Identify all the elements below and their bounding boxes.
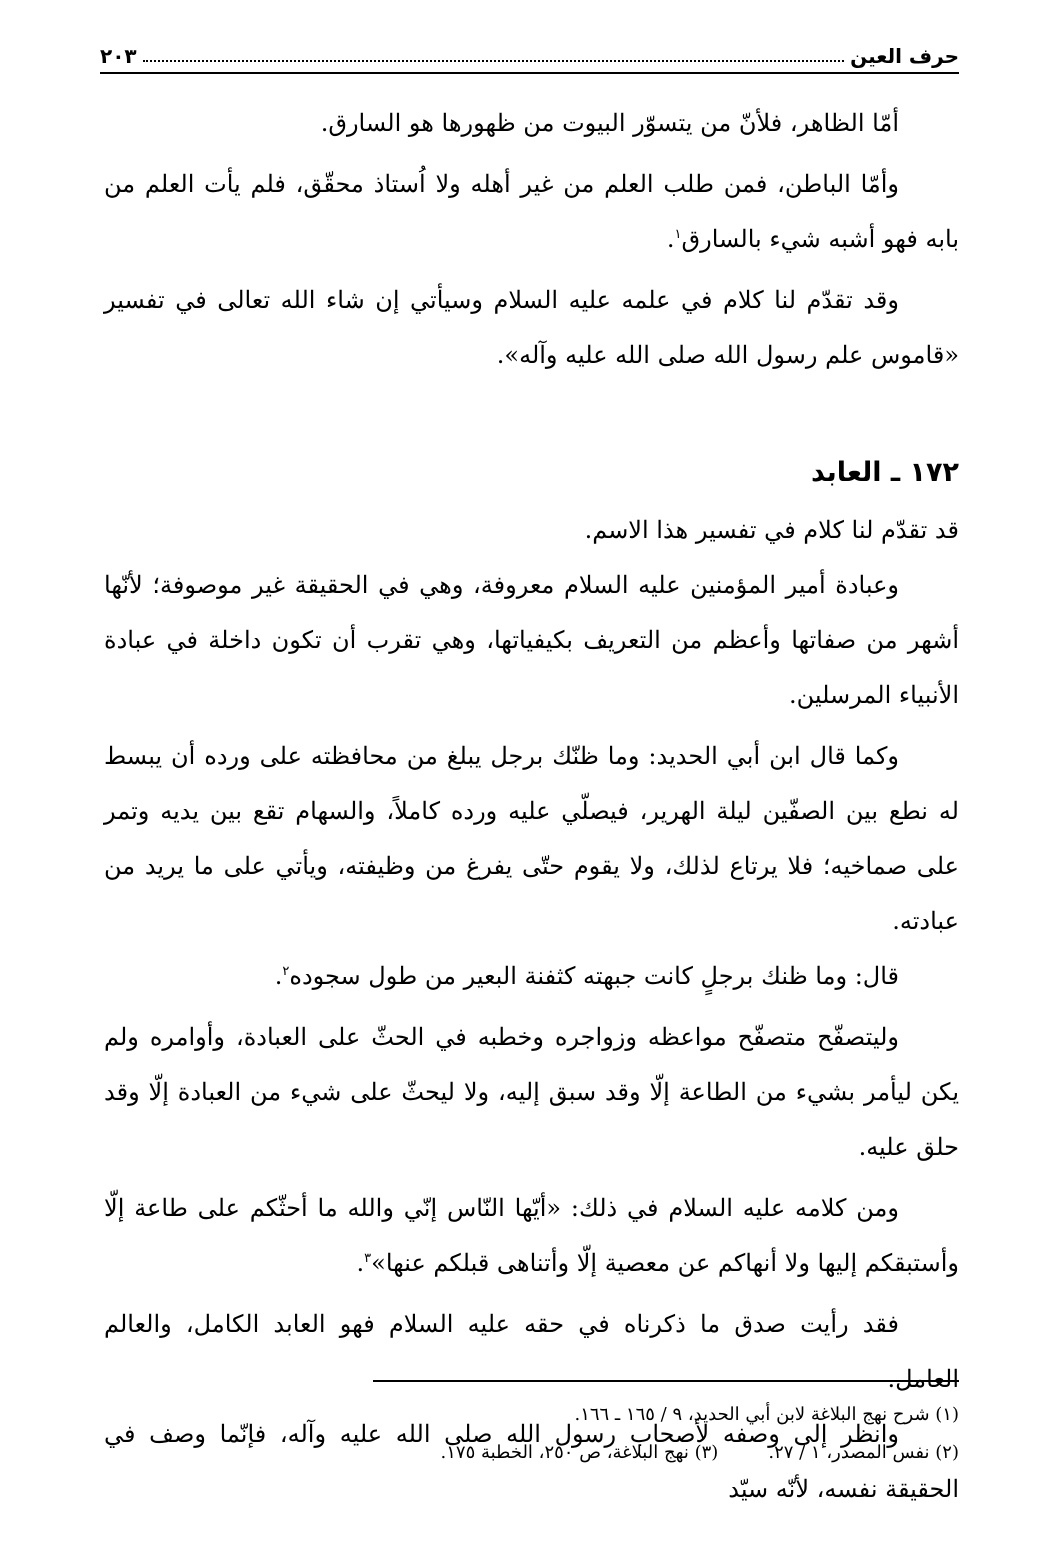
dotted-leader (143, 60, 845, 62)
paragraph: ومن كلامه عليه السلام في ذلك: «أيّها النّاس إنّي والله ما أحثّكم على طاعة إلّا وأستبقكم إليها ولا أنهاكم عن معصية إلّا وأتناهى قبلكم عنها»$^٣$. (104, 1194, 959, 1277)
footnote-row (104, 1434, 959, 1472)
page-number: ٢٠٣ (100, 44, 137, 68)
paragraph: وليتصفّح متصفّح مواعظه وزواجره وخطبه في الحثّ على العبادة، وأوامره ولم يكن ليأمر بشيء من الطاعة إلّا وقد سبق إليه، ولا ليحثّ على شيء من العبادة إلّا وقد حلق عليه. (104, 1023, 959, 1161)
paragraph: وكما قال ابن أبي الحديد: وما ظنّك برجل يبلغ من محافظته على ورده أن يبسط له نطع بين الصفّين ليلة الهرير، فيصلّي عليه ورده كاملاً، والسهام تقع بين يديه وتمر على صماخيه؛ فلا يرتاع لذلك، ولا يقوم حتّى يفرغ من وظيفته، ويأتي على ما يريد من عبادته. (104, 742, 959, 935)
paragraph: وعبادة أمير المؤمنين عليه السلام معروفة، وهي في الحقيقة غير موصوفة؛ لأنّها أشهر من صفاتها وأعظم من التعريف بكيفياتها، وهي تقرب أن تكون داخلة في عبادة الأنبياء المرسلين. (104, 571, 959, 709)
paragraph: وأمّا الباطن، فمن طلب العلم من غير أهله ولا اُستاذ محقّق، فلم يأت العلم من بابه فهو أشبه شيء بالسارق$^١$. (104, 170, 959, 253)
chapter-title: حرف العين (850, 44, 959, 68)
footnotes (104, 1396, 959, 1472)
footnote-marker: ٣ (364, 1251, 372, 1266)
running-header (100, 38, 959, 74)
main-text (104, 96, 959, 1517)
footnote-marker: ١ (674, 227, 682, 242)
paragraph: قد تقدّم لنا كلام في تفسير هذا الاسم. (584, 516, 959, 544)
paragraph: قال: وما ظنك برجلٍ كانت جبهته كثفنة البعير من طول سجوده$^٢$. (274, 962, 899, 990)
footnote-divider (373, 1380, 959, 1382)
paragraph: أمّا الظاهر، فلأنّ من يتسوّر البيوت من ظهورها هو السارق. (320, 109, 899, 137)
section-heading: ١٧٢ ـ العابد (811, 457, 959, 488)
footnote-2: (٢) نفس المصدر، ١ / ٢٧. (768, 1442, 959, 1463)
footnote-3: (٣) نهج البلاغة، ص ٢٥٠، الخطبة ١٧٥. (440, 1442, 719, 1463)
paragraph: وانظر إلى وصفه لأصحاب رسول الله صلى الله عليه وآله، فإنّما وصف في الحقيقة نفسه، لأنّه سيّد (104, 1420, 959, 1503)
paragraph: وقد تقدّم لنا كلام في علمه عليه السلام وسيأتي إن شاء الله تعالى في تفسير «قاموس علم رسول الله صلى الله عليه وآله». (104, 286, 959, 369)
footnote-row (104, 1396, 959, 1434)
paragraph: فقد رأيت صدق ما ذكرناه في حقه عليه السلام فهو العابد الكامل، والعالم العامل. (104, 1310, 959, 1393)
footnote-1: (١) شرح نهج البلاغة لابن أبي الحديد، ٩ / ١٦٥ ـ ١٦٦. (574, 1404, 959, 1425)
footnote-marker: ٢ (282, 964, 290, 979)
